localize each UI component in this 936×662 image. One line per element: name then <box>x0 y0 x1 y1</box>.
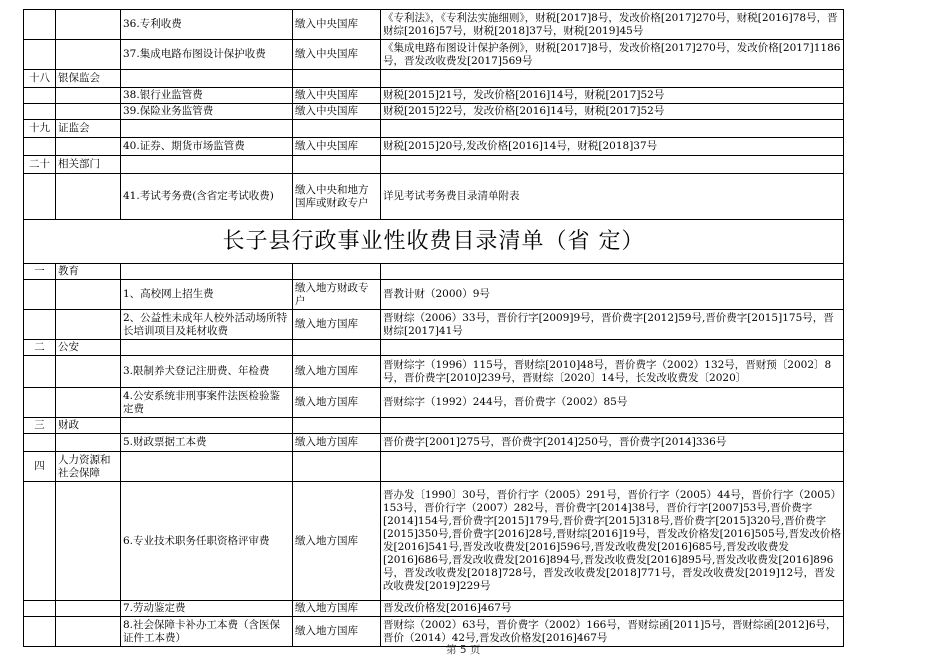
fee-legal-basis: 晋财综（2002）63号，晋价费字（2002）166号，晋财综函[2011]5号，晋财综函[2012]6号，晋价（2014）42号,晋发改价格发[2016]467号 <box>381 617 844 647</box>
fee-destination: 缴入中央国库 <box>293 10 381 40</box>
fee-legal-basis: 晋教计财（2000）9号 <box>381 280 844 310</box>
fee-legal-basis: 财税[2015]21号，发改价格[2016]14号，财税[2017]52号 <box>381 88 844 104</box>
fee-item: 3.限制养犬登记注册费、年检费 <box>121 356 293 388</box>
fee-item: 38.银行业监管费 <box>121 88 293 104</box>
fee-row <box>24 356 844 388</box>
fee-item: 7.劳动鉴定费 <box>121 601 293 617</box>
fee-legal-basis: 晋价费字[2001]275号，晋价费字[2014]250号，晋价费字[2014]336号 <box>381 434 844 452</box>
page-footer: 第 5 页 <box>446 644 481 656</box>
section-row <box>24 120 844 138</box>
section-number: 四 <box>24 452 56 482</box>
fee-legal-basis: 《集成电路布图设计保护条例》，财税[2017]8号，发改价格[2017]270号，发改价格[2017]1186号，晋发改收费发[2017]569号 <box>381 40 844 70</box>
fee-legal-basis: 《专利法》，《专利法实施细则》，财税[2017]8号，发改价格[2017]270号，财税[2016]78号，晋财综[2016]57号，财税[2018]37号，财税[2019]45号 <box>381 10 844 40</box>
fee-row <box>24 434 844 452</box>
fee-row <box>24 601 844 617</box>
fee-catalog-table <box>23 9 844 647</box>
fee-item: 41.考试考务费(含省定考试收费) <box>121 174 293 220</box>
section-name: 银保监会 <box>56 70 121 88</box>
section-row <box>24 156 844 174</box>
fee-destination: 缴入中央国库 <box>293 88 381 104</box>
fee-destination: 缴入地方国库 <box>293 310 381 340</box>
fee-legal-basis: 晋办发〔1990〕30号，晋价行字（2005）291号，晋价行字（2005）44号，晋价行字（2005）153号，晋价行字（2007）282号，晋价费字[2014]38号，晋价行字[2007]53号,晋价费字[2014]154号,晋价费字[2015]179号,晋价费字[2015]318号,晋价费字[2015]320号,晋价费字[2015]350号,晋价费字[2016]28号,晋财综[2016]19号，晋发改价格发[2016]505号,晋发改价格发[2016]541号,晋发改收费发[2016]596号,晋发改收费发[2016]685号,晋发改收费发[2016]686号,晋发改收费发[2016]894号,晋发改收费发[2016]895号,晋发改收费发[2016]896号，晋发改收费发[2018]728号，晋发改收费发[2018]771号，晋发改收费发[2019]12号，晋发改收费发[2019]229号 <box>381 482 844 601</box>
rows-19 <box>24 138 844 156</box>
fee-item: 5.财政票据工本费 <box>121 434 293 452</box>
rows-18 <box>24 88 844 120</box>
section-number: 二 <box>24 340 56 356</box>
fee-item: 39.保险业务监管费 <box>121 104 293 120</box>
fee-row <box>24 40 844 70</box>
section-row <box>24 264 844 280</box>
fee-legal-basis: 晋财综字（1992）244号，晋价费字（2002）85号 <box>381 388 844 418</box>
fee-destination: 缴入地方国库 <box>293 434 381 452</box>
fee-destination: 缴入地方国库 <box>293 482 381 601</box>
section-number: 二十 <box>24 156 56 174</box>
fee-item: 8.社会保障卡补办工本费（含医保证件工本费） <box>121 617 293 647</box>
fee-destination: 缴入地方国库 <box>293 388 381 418</box>
fee-row <box>24 10 844 40</box>
section-name: 人力资源和社会保障 <box>56 452 121 482</box>
fee-destination: 缴入地方国库 <box>293 617 381 647</box>
fee-legal-basis: 晋财综字（1996）115号，晋财综[2010]48号，晋价费字（2002）132号，晋财预〔2002〕8号，晋价费字[2010]239号，晋财综〔2020〕14号，长发改收费发〔2020〕 <box>381 356 844 388</box>
fee-legal-basis: 财税[2015]22号，发改价格[2016]14号，财税[2017]52号 <box>381 104 844 120</box>
catalog-title: 长子县行政事业性收费目录清单（省 定） <box>24 220 844 264</box>
title-row <box>24 220 844 264</box>
fee-legal-basis: 财税[2015]20号,发改价格[2016]14号，财税[2018]37号 <box>381 138 844 156</box>
rows-4 <box>24 482 844 647</box>
section-row <box>24 70 844 88</box>
section-name: 公安 <box>56 340 121 356</box>
fee-destination: 缴入中央和地方国库或财政专户 <box>293 174 381 220</box>
section-number: 十八 <box>24 70 56 88</box>
fee-destination: 缴入地方财政专户 <box>293 280 381 310</box>
rows-2 <box>24 356 844 418</box>
fee-item: 37.集成电路布图设计保护收费 <box>121 40 293 70</box>
fee-item: 36.专利收费 <box>121 10 293 40</box>
section-row <box>24 340 844 356</box>
fee-row <box>24 174 844 220</box>
rows-3 <box>24 434 844 452</box>
fee-row <box>24 617 844 647</box>
fee-item: 6.专业技术职务任职资格评审费 <box>121 482 293 601</box>
section-number: 十九 <box>24 120 56 138</box>
fee-legal-basis: 晋发改价格发[2016]467号 <box>381 601 844 617</box>
section-name: 证监会 <box>56 120 121 138</box>
section-name: 相关部门 <box>56 156 121 174</box>
section-number: 三 <box>24 418 56 434</box>
section-row <box>24 418 844 434</box>
fee-row <box>24 280 844 310</box>
section-name: 教育 <box>56 264 121 280</box>
fee-destination: 缴入中央国库 <box>293 138 381 156</box>
section-number: 一 <box>24 264 56 280</box>
section-row <box>24 452 844 482</box>
fee-item: 4.公安系统非刑事案件法医检验鉴定费 <box>121 388 293 418</box>
rows-20 <box>24 174 844 220</box>
fee-destination: 缴入地方国库 <box>293 356 381 388</box>
fee-row <box>24 482 844 601</box>
fee-row <box>24 388 844 418</box>
fee-catalog-sheet <box>23 9 844 647</box>
fee-item: 40.证券、期货市场监管费 <box>121 138 293 156</box>
fee-row <box>24 138 844 156</box>
central-rows-a <box>24 10 844 70</box>
fee-row <box>24 104 844 120</box>
fee-destination: 缴入地方国库 <box>293 601 381 617</box>
fee-row <box>24 88 844 104</box>
rows-1 <box>24 280 844 340</box>
fee-legal-basis: 详见考试考务费目录清单附表 <box>381 174 844 220</box>
fee-item: 1、高校网上招生费 <box>121 280 293 310</box>
fee-row <box>24 310 844 340</box>
fee-legal-basis: 晋财综（2006）33号，晋价行字[2009]9号，晋价费字[2012]59号,晋价费字[2015]175号，晋财综[2017]41号 <box>381 310 844 340</box>
fee-item: 2、公益性未成年人校外活动场所特长培训项目及耗材收费 <box>121 310 293 340</box>
fee-destination: 缴入中央国库 <box>293 104 381 120</box>
section-name: 财政 <box>56 418 121 434</box>
fee-destination: 缴入中央国库 <box>293 40 381 70</box>
